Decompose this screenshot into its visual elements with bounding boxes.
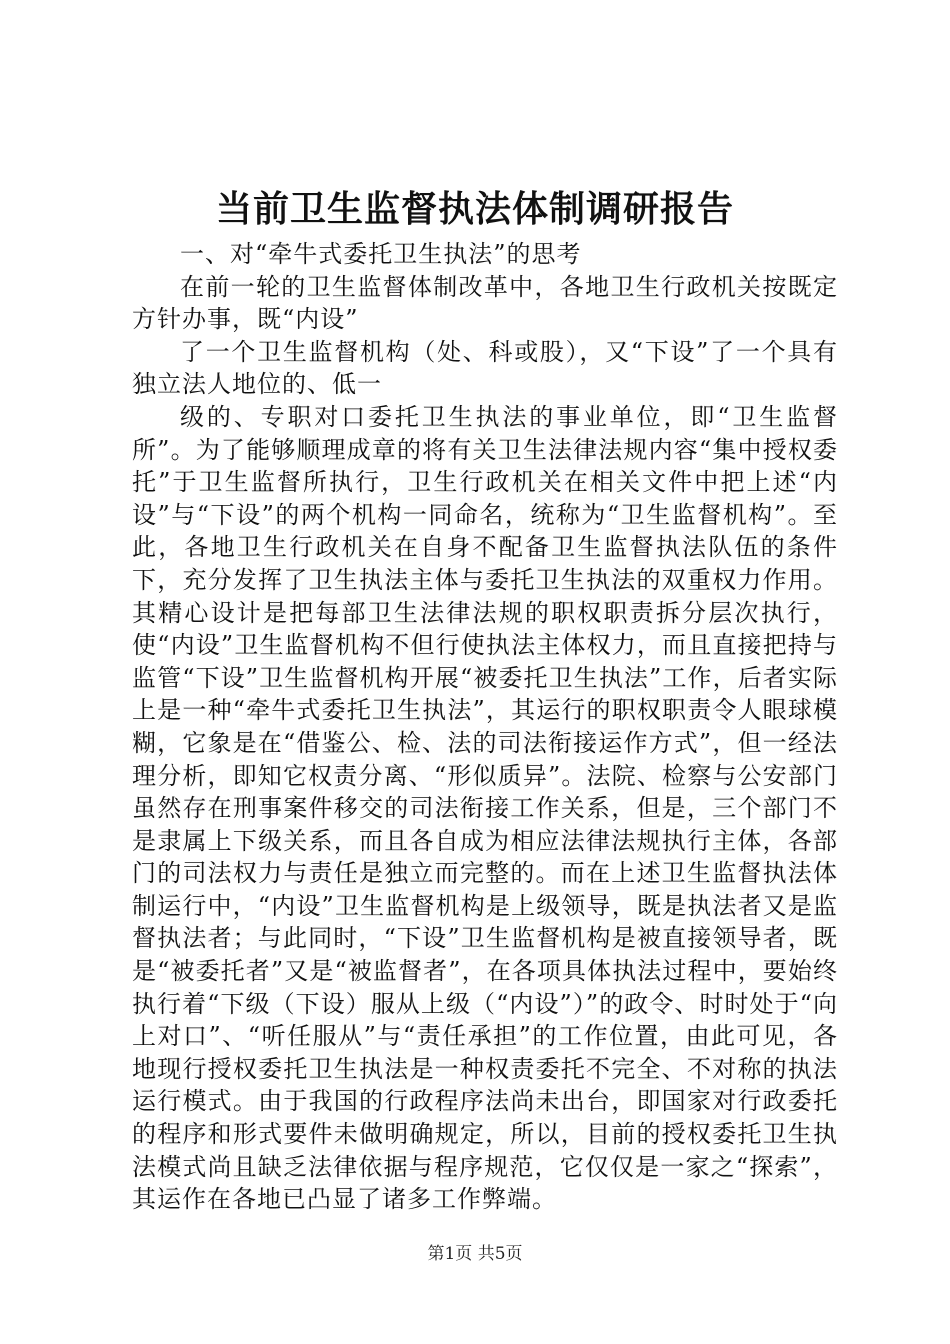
- section-heading: 一、对“牵牛式委托卫生执法”的思考: [180, 240, 582, 268]
- paragraph-1: 在前一轮的卫生监督体制改革中，各地卫生行政机关按既定方针办事，既“内设”: [132, 272, 838, 334]
- paragraph-3: 级的、专职对口委托卫生执法的事业单位，即“卫生监督所”。为了能够顺理成章的将有关卫生法律法规内容“集中授权委托”于卫生监督所执行，卫生行政机关在相关文件中把上述“内设”与“下设”的两个机构一同命名，统称为“卫生监督机构”。至此，各地卫生行政机关在自身不配备卫生监督执法队伍的条件下，充分发挥了卫生执法主体与委托卫生执法的双重权力作用。其精心设计是把每部卫生法律法规的职权职责拆分层次执行，使“内设”卫生监督机构不但行使执法主体权力，而且直接把持与监管“下设”卫生监督机构开展“被委托卫生执法”工作，后者实际上是一种“牵牛式委托卫生执法”，其运行的职权职责令人眼球模糊，它象是在“借鉴公、检、法的司法衔接运作方式”，但一经法理分析，即知它权责分离、“形似质异”。法院、检察与公安部门虽然存在刑事案件移交的司法衔接工作关系，但是，三个部门不是隶属上下级关系，而且各自成为相应法律法规执行主体，各部门的司法权力与责任是独立而完整的。而在上述卫生监督执法体制运行中，“内设”卫生监督机构是上级领导，既是执法者又是监督执法者；与此同时，“下设”卫生监督机构是被直接领导者，既是“被委托者”又是“被监督者”，在各项具体执法过程中，要始终执行着“下级（下设）服从上级（“内设”）”的政令、时时处于“向上对口”、“听任服从”与“责任承担”的工作位置，由此可见，各地现行授权委托卫生执法是一种权责委托不完全、不对称的执法运行模式。由于我国的行政程序法尚未出台，即国家对行政委托的程序和形式要件未做明确规定，所以，目前的授权委托卫生执法模式尚且缺乏法律依据与程序规范，它仅仅是一家之“探索”，其运作在各地已凸显了诸多工作弊端。: [132, 402, 838, 1214]
- document-body: [132, 238, 838, 1216]
- paragraph-2: 了一个卫生监督机构（处、科或股），又“下设”了一个具有独立法人地位的、低一: [132, 337, 838, 399]
- document-title: 当前卫生监督执法体制调研报告: [215, 188, 734, 230]
- page-number-footer: 第1页 共5页: [427, 1244, 523, 1264]
